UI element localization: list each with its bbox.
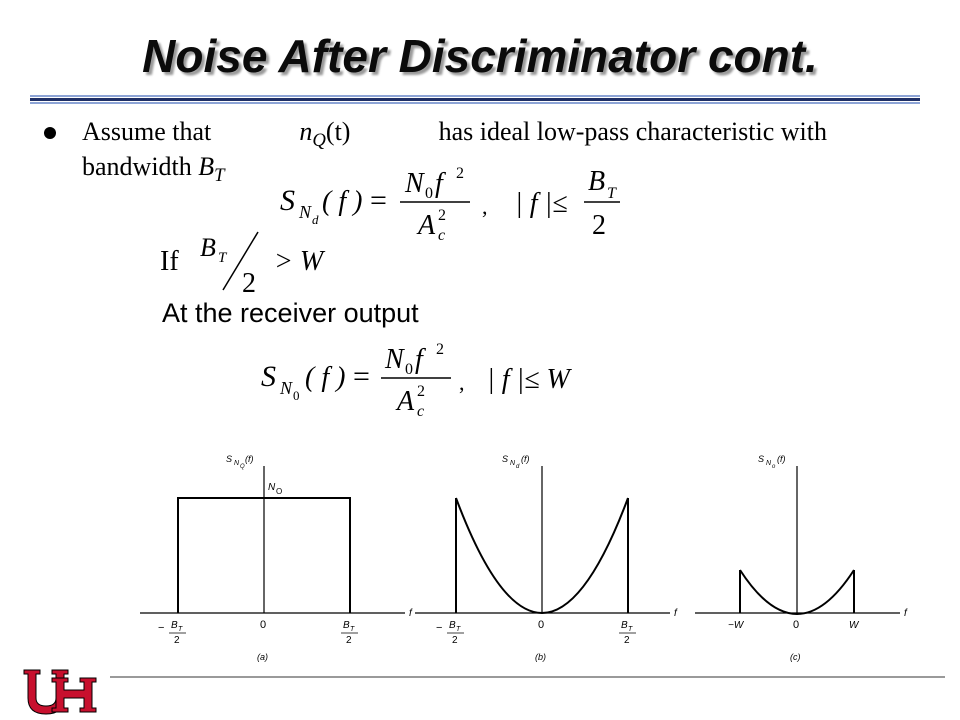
panel-a-caption: (a) <box>257 652 268 662</box>
uh-logo <box>22 666 98 716</box>
panel-a-level: N <box>268 482 276 493</box>
panel-c-xaxis: f <box>904 608 907 619</box>
svg-text:(f): (f) <box>521 454 530 464</box>
eq2-den-pow: 2 <box>417 383 425 400</box>
eq1-den-pow: 2 <box>438 207 446 224</box>
svg-text:T: T <box>456 626 461 633</box>
panel-c-right-tick: W <box>849 620 859 631</box>
eq2-s-subsub: 0 <box>293 388 300 403</box>
eq2-den-sub: c <box>417 403 425 418</box>
panel-a-zero: 0 <box>260 619 267 631</box>
text-assume: Assume that <box>82 117 212 146</box>
panel-a-ylabel: S <box>226 454 233 464</box>
if-num-sub: T <box>218 250 227 266</box>
svg-text:=: = <box>353 360 370 393</box>
eq2-num-f: f <box>415 344 423 375</box>
eq2-s-sub: N <box>280 378 293 398</box>
text-bandwidth: bandwidth <box>82 152 192 181</box>
panel-a-xaxis: f <box>409 608 412 619</box>
panel-c-caption: (c) <box>790 652 801 662</box>
slide-title: Noise After Discriminator cont. <box>142 30 818 82</box>
svg-text:B: B <box>621 620 628 631</box>
svg-text:T: T <box>628 626 633 633</box>
eq1-num-sub: 0 <box>425 185 433 202</box>
eq1-den-a: A <box>418 210 436 241</box>
eq1-cond-num-sub: T <box>607 185 616 202</box>
eq1-cond-num: B <box>588 166 606 197</box>
if-condition <box>158 228 378 298</box>
panel-b-caption: (b) <box>535 652 546 662</box>
svg-text:2: 2 <box>174 635 180 646</box>
text-line1-rest: has ideal low-pass characteristic with <box>438 117 827 146</box>
eq1-num-n: N <box>405 168 424 199</box>
svg-text:B: B <box>449 620 456 631</box>
var-nq: $n_Q(t)$ <box>299 117 351 151</box>
svg-text:d: d <box>516 464 520 470</box>
equation-sn0 <box>255 338 585 418</box>
svg-text:T: T <box>350 626 355 633</box>
eq1-s: S <box>280 184 295 217</box>
svg-text:2: 2 <box>346 635 352 646</box>
svg-text:(f): (f) <box>245 454 254 464</box>
svg-text:=: = <box>370 184 387 217</box>
svg-text:N: N <box>234 460 240 467</box>
svg-text:2: 2 <box>452 635 458 646</box>
spectrum-figure <box>130 448 930 678</box>
eq1-s-subsub: d <box>312 212 319 227</box>
eq2-s: S <box>261 360 276 393</box>
panel-c-left-tick: −W <box>728 620 744 631</box>
var-b: B <box>198 152 215 181</box>
panel-b <box>415 454 678 662</box>
svg-text:B: B <box>343 620 350 631</box>
svg-text:2: 2 <box>624 635 630 646</box>
eq2-den-a: A <box>397 386 415 417</box>
panel-a <box>140 454 413 662</box>
panel-b-zero: 0 <box>538 619 545 631</box>
eq2-cond: | f |≤ W <box>487 364 570 395</box>
panel-c <box>695 454 908 662</box>
panel-b-ylabel: S <box>502 454 509 464</box>
svg-text:(f): (f) <box>777 454 786 464</box>
eq1-num-f: f <box>435 168 443 199</box>
svg-text:O: O <box>276 487 283 496</box>
title-underline <box>30 95 920 105</box>
if-rhs: > W <box>274 246 324 277</box>
svg-text:−: − <box>158 622 165 634</box>
if-den: 2 <box>242 268 256 298</box>
svg-text:Q: Q <box>240 464 245 470</box>
eq1-cond: | f |≤ <box>515 188 568 219</box>
receiver-text: At the receiver output <box>162 298 419 328</box>
svg-text:B: B <box>171 620 178 631</box>
eq2-num-pow: 2 <box>436 341 444 358</box>
panel-c-zero: 0 <box>793 619 800 631</box>
svg-text:−: − <box>436 622 443 634</box>
bullet-dot <box>44 127 56 139</box>
panel-b-xaxis: f <box>674 608 677 619</box>
svg-text:,: , <box>459 370 465 395</box>
var-b-sub: T <box>214 165 225 186</box>
eq1-num-pow: 2 <box>456 165 464 182</box>
svg-text:N: N <box>766 460 772 467</box>
receiver-output-label <box>160 292 440 332</box>
eq1-cond-den: 2 <box>592 210 606 241</box>
svg-text:N: N <box>510 460 516 467</box>
eq2-num-sub: 0 <box>405 361 413 378</box>
panel-c-ylabel: S <box>758 454 765 464</box>
eq1-s-sub: N <box>299 202 312 222</box>
eq1-arg: ( f ) <box>322 186 363 217</box>
eq1-den-sub: c <box>438 227 446 242</box>
svg-text:,: , <box>482 194 488 219</box>
eq2-num-n: N <box>385 344 404 375</box>
svg-text:T: T <box>178 626 183 633</box>
bullet-line-1 <box>82 116 827 151</box>
if-label: If <box>160 246 179 277</box>
svg-text:o: o <box>772 464 776 470</box>
eq2-arg: ( f ) <box>305 362 346 393</box>
footer-rule <box>110 676 945 678</box>
if-num: B <box>200 233 216 262</box>
